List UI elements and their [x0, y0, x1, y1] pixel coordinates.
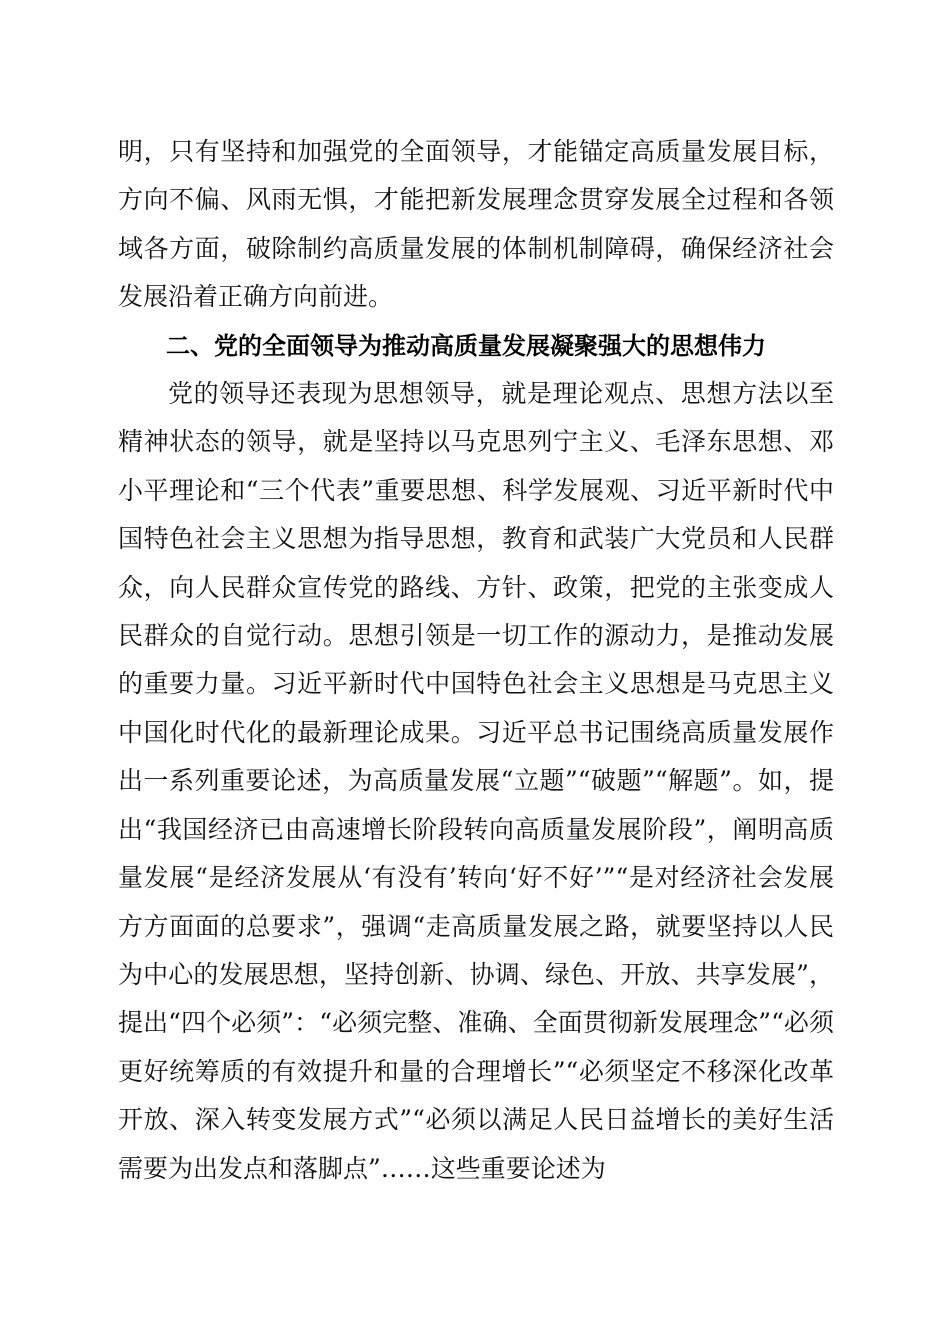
section-heading: 二、党的全面领导为推动高质量发展凝聚强大的思想伟力 [166, 331, 766, 360]
paragraph-continuation: 明，只有坚持和加强党的全面领导，才能锚定高质量发展目标，方向不偏、风雨无惧，才能把新发展理念贯穿发展全过程和各领域各方面，破除制约高质量发展的体制机制障碍，确保经济社会发展沿着正确方向前进。 [118, 137, 834, 312]
paragraph-body: 党的领导还表现为思想领导，就是理论观点、思想方法以至精神状态的领导，就是坚持以马克思列宁主义、毛泽东思想、邓小平理论和“三个代表”重要思想、科学发展观、习近平新时代中国特色社会主义思想为指导思想，教育和武装广大党员和人民群众，向人民群众宣传党的路线、方针、政策，把党的主张变成人民群众的自觉行动。思想引领是一切工作的源动力，是推动发展的重要力量。习近平新时代中国特色社会主义思想是马克思主义中国化时代化的最新理论成果。习近平总书记围绕高质量发展作出一系列重要论述，为高质量发展“立题”“破题”“解题”。如，提出“我国经济已由高速增长阶段转向高质量发展阶段”，阐明高质量发展“是经济发展从‘有没有’转向‘好不好’”“是对经济社会发展方方面面的总要求”，强调“走高质量发展之路，就要坚持以人民为中心的发展思想，坚持创新、协调、绿色、开放、共享发展”，提出“四个必须”：“必须完整、准确、全面贯彻新发展理念”“必须更好统筹质的有效提升和量的合理增长”“必须坚定不移深化改革开放、深入转变发展方式”“必须以满足人民日益增长的美好生活需要为出发点和落脚点”……这些重要论述为 [118, 379, 834, 1183]
document-body [118, 128, 834, 1193]
